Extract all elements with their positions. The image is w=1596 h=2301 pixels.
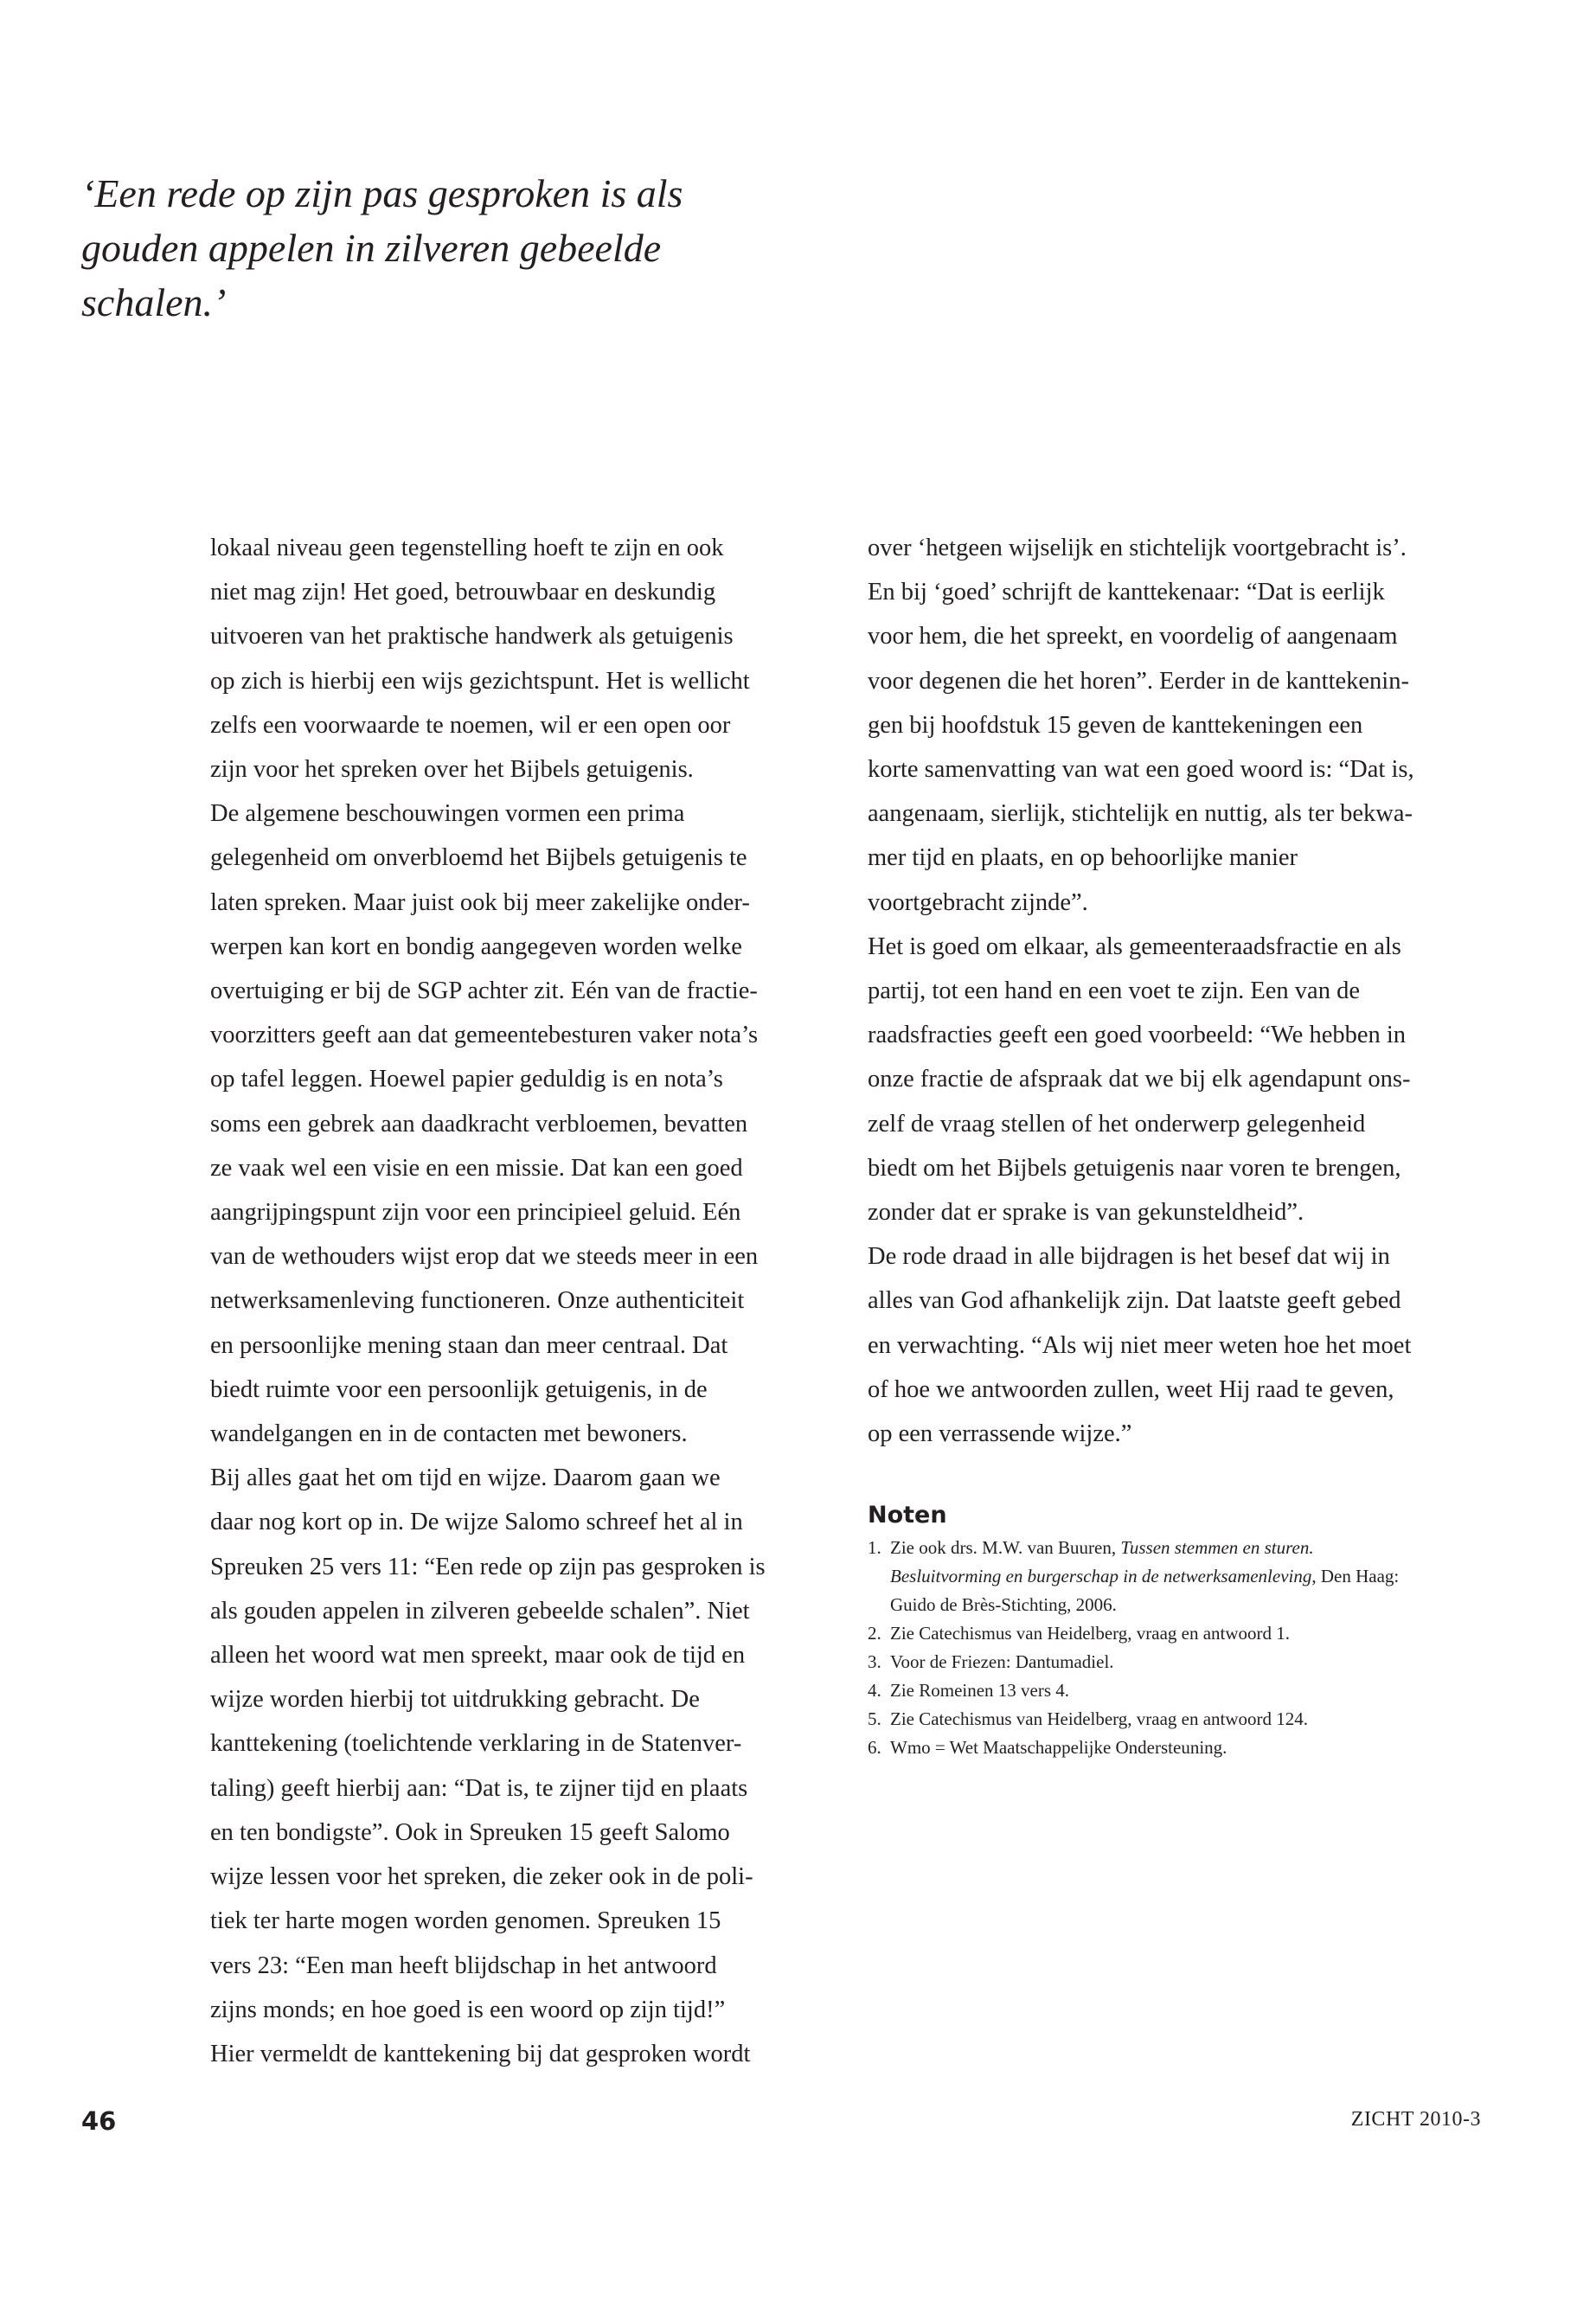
body-text-line: Hier vermeldt de kanttekening bij dat gesproken wordt [210,2040,751,2067]
body-text-line: zijn voor het spreken over het Bijbels getuigenis. [210,756,694,784]
note-text-publisher: , Den Haag: Guido de Brès-Stichting, 2006. [890,1566,1400,1615]
body-text-line: op tafel leggen. Hoewel papier geduldig is en nota’s [210,1066,723,1093]
body-text-line: De algemene beschouwingen vormen een prima [210,800,685,828]
body-text-line: biedt ruimte voor een persoonlijk getuigenis, in de [210,1375,708,1403]
body-text-line: laten spreken. Maar juist ook bij meer zakelijke onder- [210,888,750,916]
body-text-line: lokaal niveau geen tegenstelling hoeft te zijn en ook [210,535,724,561]
note-item [868,1648,1473,1676]
body-text-line: overtuiging er bij de SGP achter zit. Eén van de fractie- [210,977,758,1005]
pull-quote: ‘Een rede op zijn pas gesproken is als gouden appelen in zilveren gebeelde schalen.’ [81,171,683,324]
body-text-line: soms een gebrek aan daadkracht verbloemen, bevatten [210,1110,748,1138]
body-text-line: zelf de vraag stellen of het onderwerp gelegenheid [868,1110,1366,1138]
body-text-line: en ten bondigste”. Ook in Spreuken 15 geeft Salomo [210,1818,730,1846]
note-item [868,1534,1473,1619]
body-text-line: daar nog kort op in. De wijze Salomo schreef het al in [210,1509,743,1536]
body-text-line: ze vaak wel een visie en een missie. Dat kan een goed [210,1154,743,1182]
body-column-right [868,526,1473,1456]
body-text-line: en verwachting. “Als wij niet meer weten hoe het moet [868,1331,1412,1359]
note-number: 6. [868,1737,881,1758]
body-text-line: vers 23: “Een man heeft blijdschap in het antwoord [210,1952,717,1979]
body-text-line: voorzitters geeft aan dat gemeentebesturen vaker nota’s [210,1022,759,1049]
body-text-line: taling) geeft hierbij aan: “Dat is, te zijner tijd en plaats [210,1774,748,1802]
body-text-line: zijns monds; en hoe goed is een woord op zijn tijd!” [210,1996,726,2023]
publication-footer: ZICHT 2010-3 [1350,2108,1481,2131]
note-number: 5. [868,1708,881,1729]
note-number: 3. [868,1651,881,1672]
body-text-line: voor hem, die het spreekt, en voordelig of aangenaam [868,623,1398,651]
body-text-line: partij, tot een hand en een voet te zijn. Een van de [868,977,1360,1005]
body-text-line: Bij alles gaat het om tijd en wijze. Daarom gaan we [210,1465,721,1492]
note-text: Zie Romeinen 13 vers 4. [890,1680,1070,1701]
note-text: Wmo = Wet Maatschappelijke Ondersteuning. [890,1737,1227,1758]
body-text-line: raadsfracties geeft een goed voorbeeld: “We hebben in [868,1022,1407,1049]
body-text-line: En bij ‘goed’ schrijft de kanttekenaar: “Dat is eerlijk [868,579,1385,606]
body-text-line: over ‘hetgeen wijselijk en stichtelijk voortgebracht is’. [868,535,1407,561]
body-text-line: werpen kan kort en bondig aangegeven worden welke [210,933,742,960]
body-text-line: van de wethouders wijst erop dat we steeds meer in een [210,1243,759,1271]
body-text-line: voortgebracht zijnde”. [868,888,1088,916]
note-number: 4. [868,1680,881,1701]
body-text-line: gen bij hoofdstuk 15 geven de kanttekeningen een [868,711,1363,739]
body-text-line: biedt om het Bijbels getuigenis naar voren te brengen, [868,1154,1401,1182]
body-text-line: wijze worden hierbij tot uitdrukking gebracht. De [210,1686,700,1714]
body-text-line: aangrijpingspunt zijn voor een principieel geluid. Eén [210,1199,741,1227]
body-text-line: voor degenen die het horen”. Eerder in de kanttekenin- [868,667,1409,695]
body-text-line: alleen het woord wat men spreekt, maar ook de tijd en [210,1642,746,1670]
note-item [868,1619,1473,1648]
body-text-line: alles van God afhankelijk zijn. Dat laatste geeft gebed [868,1287,1401,1315]
note-number: 2. [868,1623,881,1644]
body-text-line: kanttekening (toelichtende verklaring in de Statenver- [210,1730,742,1758]
body-text-line: niet mag zijn! Het goed, betrouwbaar en deskundig [210,579,716,606]
body-text-line: mer tijd en plaats, en op behoorlijke manier [868,844,1298,872]
note-text: Zie Catechismus van Heidelberg, vraag en antwoord 124. [890,1708,1309,1729]
body-text-line: op zich is hierbij een wijs gezichtspunt. Het is wellicht [210,667,750,695]
body-column-left [210,526,816,2076]
body-text-line: netwerksamenleving functioneren. Onze authenticiteit [210,1287,745,1315]
note-book-title: Tussen stemmen en sturen. Besluitvorming en burgerschap in de netwerksamenleving [890,1537,1314,1586]
note-text-intro: Zie ook drs. M.W. van Buuren, [890,1537,1121,1558]
body-text-line: wijze lessen voor het spreken, die zeker ook in de poli- [210,1863,753,1891]
body-text-line: als gouden appelen in zilveren gebeelde schalen”. Niet [210,1597,750,1625]
body-text-line: op een verrassende wijze.” [868,1420,1132,1448]
body-text-line: Spreuken 25 vers 11: “Een rede op zijn pas gesproken is [210,1553,766,1580]
note-text: Voor de Friezen: Dantumadiel. [890,1651,1114,1672]
note-text: Zie Catechismus van Heidelberg, vraag en antwoord 1. [890,1623,1291,1644]
body-text-line: en persoonlijke mening staan dan meer centraal. Dat [210,1331,728,1359]
body-text-line: Het is goed om elkaar, als gemeenteraadsfractie en als [868,933,1401,960]
body-text-line: aangenaam, sierlijk, stichtelijk en nuttig, als ter bekwa- [868,800,1413,828]
body-text-line: gelegenheid om onverbloemd het Bijbels getuigenis te [210,844,747,872]
note-text [890,1534,1473,1619]
page-number: 46 [81,2106,117,2136]
note-item [868,1705,1473,1734]
body-text-line: wandelgangen en in de contacten met bewoners. [210,1420,688,1448]
body-text-line: zelfs een voorwaarde te noemen, wil er een open oor [210,711,731,739]
body-text-line: De rode draad in alle bijdragen is het besef dat wij in [868,1243,1390,1271]
body-text-line: tiek ter harte mogen worden genomen. Spreuken 15 [210,1907,721,1935]
body-text-line: uitvoeren van het praktische handwerk als getuigenis [210,623,734,651]
notes-section [868,1501,1473,1762]
note-number: 1. [868,1537,881,1558]
body-text-line: zonder dat er sprake is van gekunsteldheid”. [868,1199,1304,1227]
body-text-line: of hoe we antwoorden zullen, weet Hij raad te geven, [868,1375,1394,1403]
note-item [868,1676,1473,1705]
body-text-line: onze fractie de afspraak dat we bij elk agendapunt ons- [868,1066,1411,1093]
notes-heading: Noten [868,1502,947,1529]
body-text-line: korte samenvatting van wat een goed woord is: “Dat is, [868,756,1414,784]
note-item [868,1734,1473,1762]
